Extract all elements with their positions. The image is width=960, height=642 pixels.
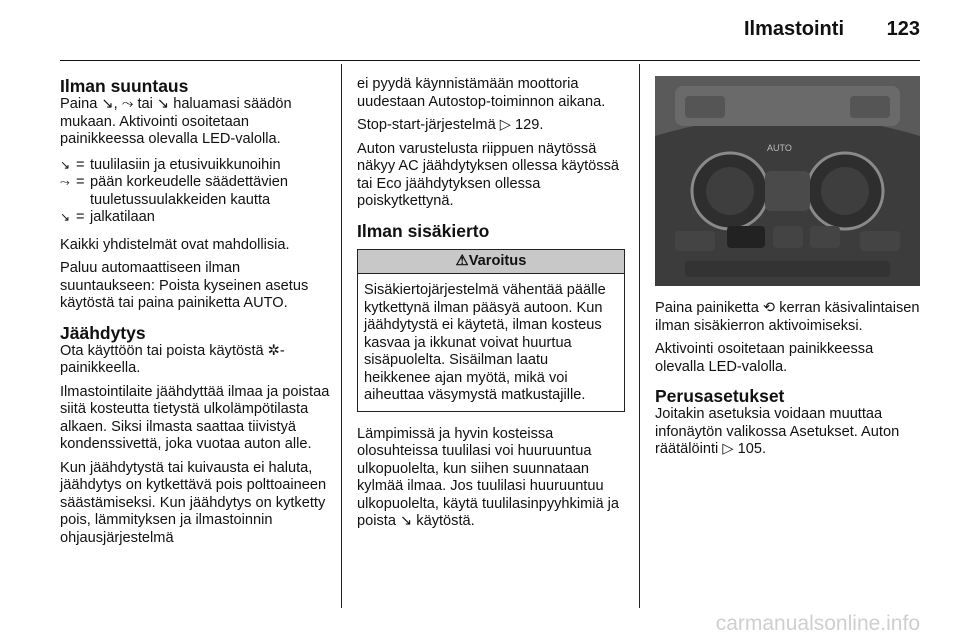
- paragraph: Auton varustelusta riippuen näytössä näkyy AC jäähdytyksen ollessa käytössä tai Eco jäähdytyksen ollessa poiskytkettynä.: [357, 140, 620, 209]
- equals-sign: =: [76, 174, 85, 190]
- definition-text: pään korkeudelle säädettävien tuuletussuulakkeiden kautta: [90, 174, 288, 208]
- paragraph: Paina ↘, ⤳ tai ↘ haluamasi säädön mukaan. Aktivointi osoitetaan painikkeessa olevalla LED-valolla.: [60, 96, 292, 147]
- climate-control-photo: [655, 76, 920, 286]
- definition-text: jalkatilaan: [90, 209, 155, 225]
- definition-row: [60, 157, 330, 175]
- auto-label: AUTO: [767, 143, 792, 153]
- heading-cooling: Jäähdytys: [60, 322, 146, 343]
- paragraph: Stop-start-järjestelmä ▷ 129.: [357, 117, 544, 133]
- equals-sign: =: [76, 156, 85, 173]
- paragraph: Ota käyttöön tai poista käytöstä ✲-painikkeella.: [60, 342, 285, 376]
- page-header: [0, 0, 960, 62]
- header-rule: [60, 60, 920, 61]
- chapter-title: Ilmastointi: [743, 18, 844, 40]
- paragraph: Joitakin asetuksia voidaan muuttaa infonäytön valikossa Asetukset. Auton räätälöinti ▷ 105.: [655, 406, 900, 457]
- paragraph: Lämpimissä ja hyvin kosteissa olosuhteissa tuulilasi voi huuruuntua ulkopuolelta, kun siihen suunnataan kylmää ilmaa. Jos tuulilasi huuruuntuu ulkopuolelta, käytä tuulilasinpyyhkimiä ja poista ↘ käytöstä.: [357, 425, 620, 529]
- definition-row: [60, 209, 330, 227]
- definition-text: tuulilasiin ja etusivuikkunoihin: [90, 156, 281, 173]
- equals-sign: =: [76, 209, 85, 225]
- paragraph: Aktivointi osoitetaan painikkeessa olevalla LED-valolla.: [655, 341, 874, 375]
- column-1: [60, 76, 330, 553]
- heading-recirculation: Ilman sisäkierto: [357, 220, 490, 241]
- footwell-airflow-icon: ↘: [60, 210, 71, 224]
- page-number: 123: [886, 18, 920, 40]
- column-3: [655, 300, 925, 465]
- column-divider: [341, 64, 342, 608]
- heading-airflow: Ilman suuntaus: [60, 76, 189, 96]
- control-panel-illustration: [655, 76, 920, 286]
- column-2: [357, 76, 625, 537]
- heading-basic-settings: Perusasetukset: [655, 386, 785, 406]
- column-divider: [639, 64, 640, 608]
- airflow-definitions: [60, 157, 330, 227]
- paragraph: Kaikki yhdistelmät ovat mahdollisia.: [60, 236, 290, 253]
- watermark-text: carmanualsonline.info: [715, 612, 920, 635]
- definition-row: [60, 174, 330, 209]
- paragraph: Paina painiketta ⟲ kerran käsivalintaisen ilman sisäkierron aktivoimiseksi.: [655, 300, 920, 334]
- paragraph: Ilmastointilaite jäähdyttää ilmaa ja poistaa siitä kosteutta tietystä ulkolämpötilasta alkaen. Siksi ilmasta saattaa tiivistyä kondenssivettä, joka vuotaa auton alle.: [60, 383, 330, 452]
- warning-box: [357, 249, 625, 412]
- windshield-airflow-icon: ↘: [60, 157, 71, 172]
- warning-title: ⚠Varoitus: [358, 250, 624, 275]
- paragraph: Paluu automaattiseen ilman suuntaukseen: Poista kyseinen asetus käytöstä tai paina painiketta AUTO.: [60, 260, 309, 311]
- warning-body: Sisäkiertojärjestelmä vähentää päälle kytkettynä ilman pääsyä autoon. Kun jäähdytystä ei käytetä, ilman kosteus kasvaa ja ikkunat voivat huurtua sisäpuolelta. Sisäilman laatu heikkenee ajan myötä, mikä voi aiheuttaa väsymystä matkustajille.: [364, 282, 606, 403]
- paragraph: ei pyydä käynnistämään moottoria uudestaan Autostop-toiminnon aikana.: [357, 76, 606, 110]
- head-airflow-icon: ⤳: [60, 175, 70, 189]
- paragraph: Kun jäähdytystä tai kuivausta ei haluta, jäähdytys on kytkettävä pois polttoaineen säästämiseksi. Kun jäähdytys on kytketty pois, lämmityksen ja ilmastoinnin ohjausjärjestelmä: [60, 459, 327, 546]
